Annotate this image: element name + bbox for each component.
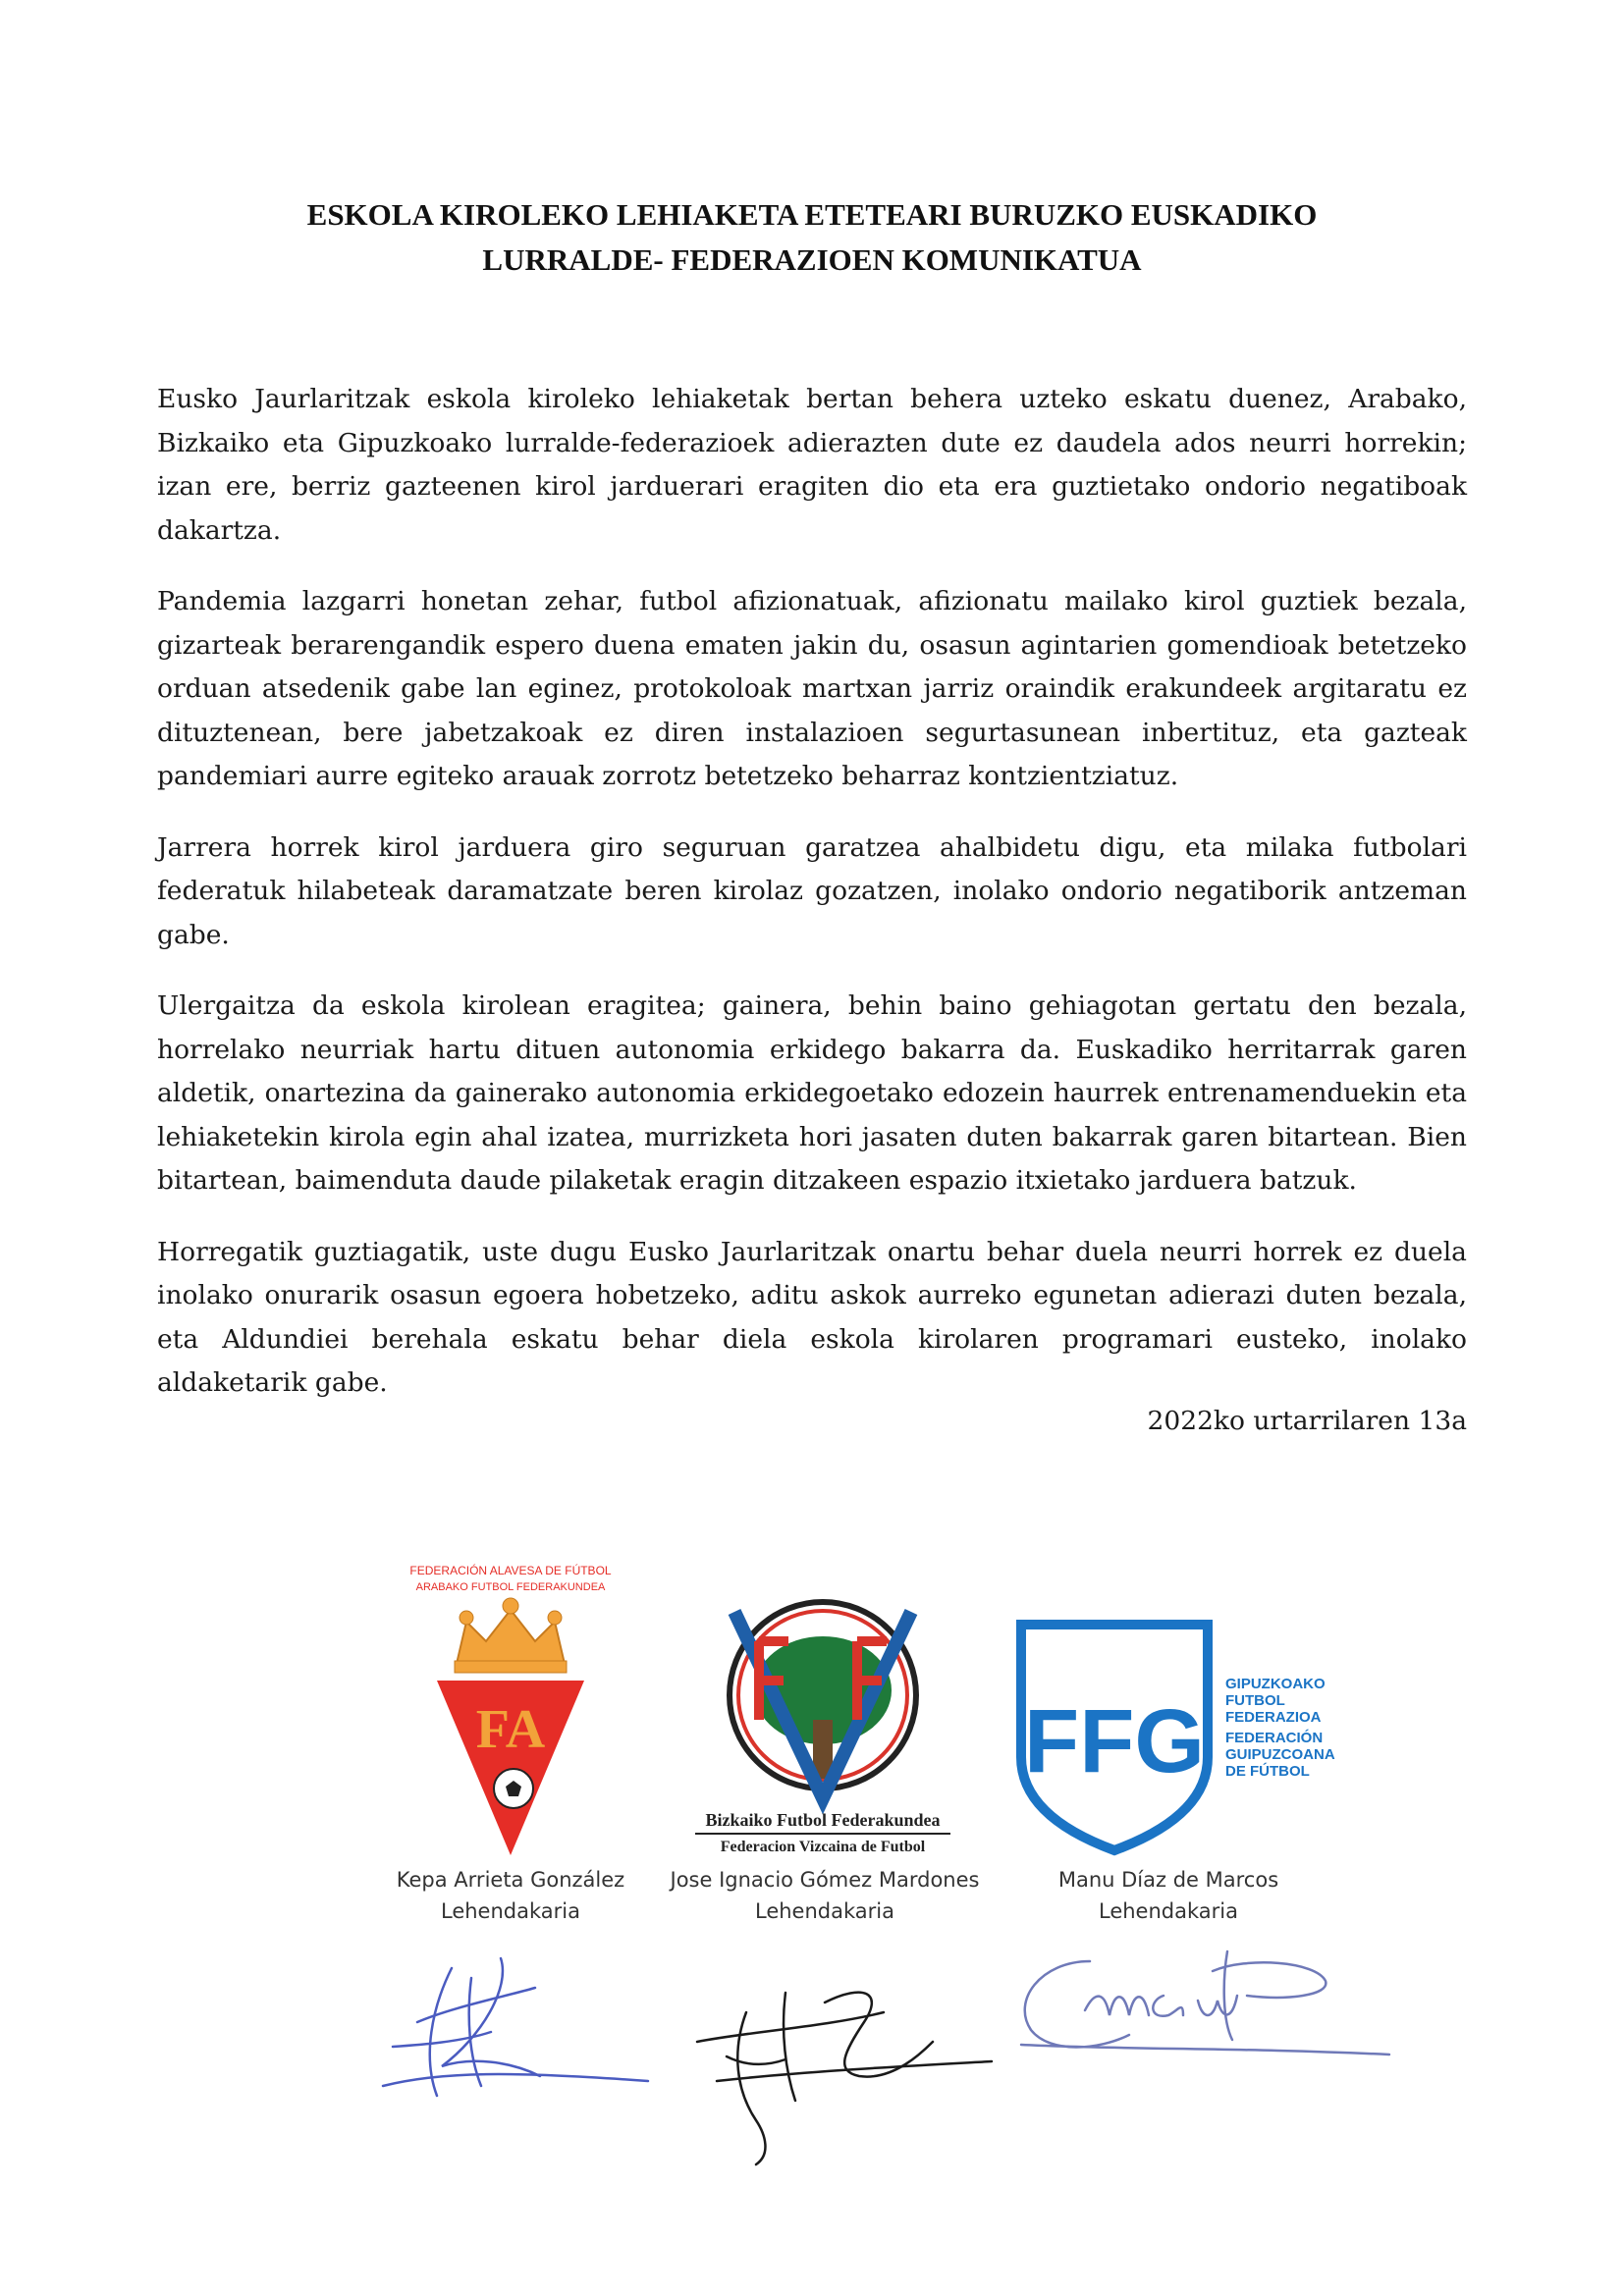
- signer-role: Lehendakaria: [755, 1899, 894, 1923]
- signer-name: Kepa Arrieta González: [396, 1868, 625, 1892]
- signer-role: Lehendakaria: [441, 1899, 580, 1923]
- document-title: [157, 192, 1467, 283]
- paragraph-3: Jarrera horrek kirol jarduera giro seguruan garatzea ahalbidetu digu, eta milaka futbolari federatuk hilabeteak daramatzate beren kirolaz gozatzen, inolako ondorio negatiborik antzeman gabe.: [157, 831, 1467, 950]
- gipuzkoa-logo-line-5: GUIPUZCOANA: [1225, 1746, 1335, 1763]
- signer-name: Jose Ignacio Gómez Mardones: [670, 1868, 980, 1892]
- paragraph-2: Pandemia lazgarri honetan zehar, futbol afizionatuak, afizionatu mailako kirol guztiek bezala, gizarteak berarengandik espero duena ematen jakin du, osasun agintarien gomendioak betetzeko orduan atsedenik gabe lan eginez, protokoloak martxan jarriz oraindik erakundeek argitaratu ez dituztenean, bere jabetzakoak ez diren instalazioen segurtasunean inbertituz, eta gazteak pandemiari aurre egiteko arauak zorrotz betetzeko beharraz kontzientziatuz.: [157, 586, 1467, 791]
- paragraph-5: Horregatik guztiagatik, uste dugu Eusko Jaurlaritzak onartu behar duela neurri horrek ez duela inolako onurarik osasun egoera hobetzeko, aditu askok aurreko egunetan adierazi duten bezala, eta Aldundiei berehala eskatu behar diela eskola kirolaren programari eusteko, inolako aldaketarik gabe.: [157, 1236, 1467, 1398]
- paragraph-1: Eusko Jaurlaritzak eskola kiroleko lehiaketak bertan behera uzteko eskatu duenez, Arabako, Bizkaiko eta Gipuzkoako lurralde-federazioek adierazten dute ez daudela ados neurri horrekin; izan ere, berriz gazteenen kirol jarduerari eragiten dio eta era guztietako ondorio negatiboak dakartza.: [157, 384, 1467, 546]
- document-body: [157, 378, 1467, 1433]
- signer-block-2: [619, 1864, 1031, 1927]
- document-date: 2022ko urtarrilaren 13a: [1147, 1406, 1467, 1436]
- crown-icon: [455, 1598, 567, 1673]
- signature-1-icon: [363, 1949, 658, 2106]
- signature-3-icon: [1001, 1942, 1394, 2079]
- alavesa-logo-line-2: ARABAKO FUTBOL FEDERAKUNDEA: [415, 1581, 606, 1593]
- signer-role: Lehendakaria: [1099, 1899, 1238, 1923]
- gipuzkoa-logo-line-4: FEDERACIÓN: [1225, 1730, 1324, 1746]
- soccer-ball-icon: [494, 1769, 533, 1808]
- paragraph-4: Ulergaitza da eskola kirolean eragitea; gainera, behin baino gehiagotan gertatu den bezala, horrelako neurriak hartu dituen autonomia erkidego bakarra da. Euskadiko herritarrak garen aldetik, onartezina da gainerako autonomia erkidegoetako edozein haurrek entrenamenduekin eta lehiaketekin kirola egin ahal izatea, murrizketa hori jasaten duten bakarrak garen bitartean. Bien bitartean, baimenduta daude pilaketak eragin ditzakeen espazio itxietako jarduera batzuk.: [157, 990, 1467, 1196]
- title-line-2: LURRALDE- FEDERAZIOEN KOMUNIKATUA: [482, 242, 1142, 277]
- gipuzkoa-logo-line-2: FUTBOL: [1225, 1692, 1285, 1709]
- bizkaia-federation-logo: [676, 1582, 970, 1887]
- alavesa-federation-logo: [398, 1561, 623, 1875]
- gipuzkoa-monogram: FFG: [1024, 1691, 1205, 1791]
- signer-block-3: [982, 1864, 1355, 1927]
- signer-name: Manu Díaz de Marcos: [1057, 1868, 1279, 1892]
- bizkaia-logo-line-2: Federacion Vizcaina de Futbol: [720, 1839, 926, 1855]
- signature-2-icon: [687, 1973, 1001, 2169]
- gipuzkoa-federation-logo: [1011, 1610, 1365, 1865]
- title-line-1: ESKOLA KIROLEKO LEHIAKETA ETETEARI BURUZKO EUSKADIKO: [306, 197, 1318, 232]
- gipuzkoa-logo-line-1: GIPUZKOAKO: [1225, 1676, 1326, 1692]
- faf-monogram-icon: FA: [475, 1699, 546, 1760]
- bizkaia-logo-line-1: Bizkaiko Futbol Federakundea: [705, 1810, 941, 1830]
- gipuzkoa-logo-line-3: FEDERAZIOA: [1225, 1709, 1322, 1726]
- gipuzkoa-logo-line-6: DE FÚTBOL: [1225, 1763, 1310, 1780]
- alavesa-logo-line-1: FEDERACIÓN ALAVESA DE FÚTBOL: [409, 1564, 612, 1577]
